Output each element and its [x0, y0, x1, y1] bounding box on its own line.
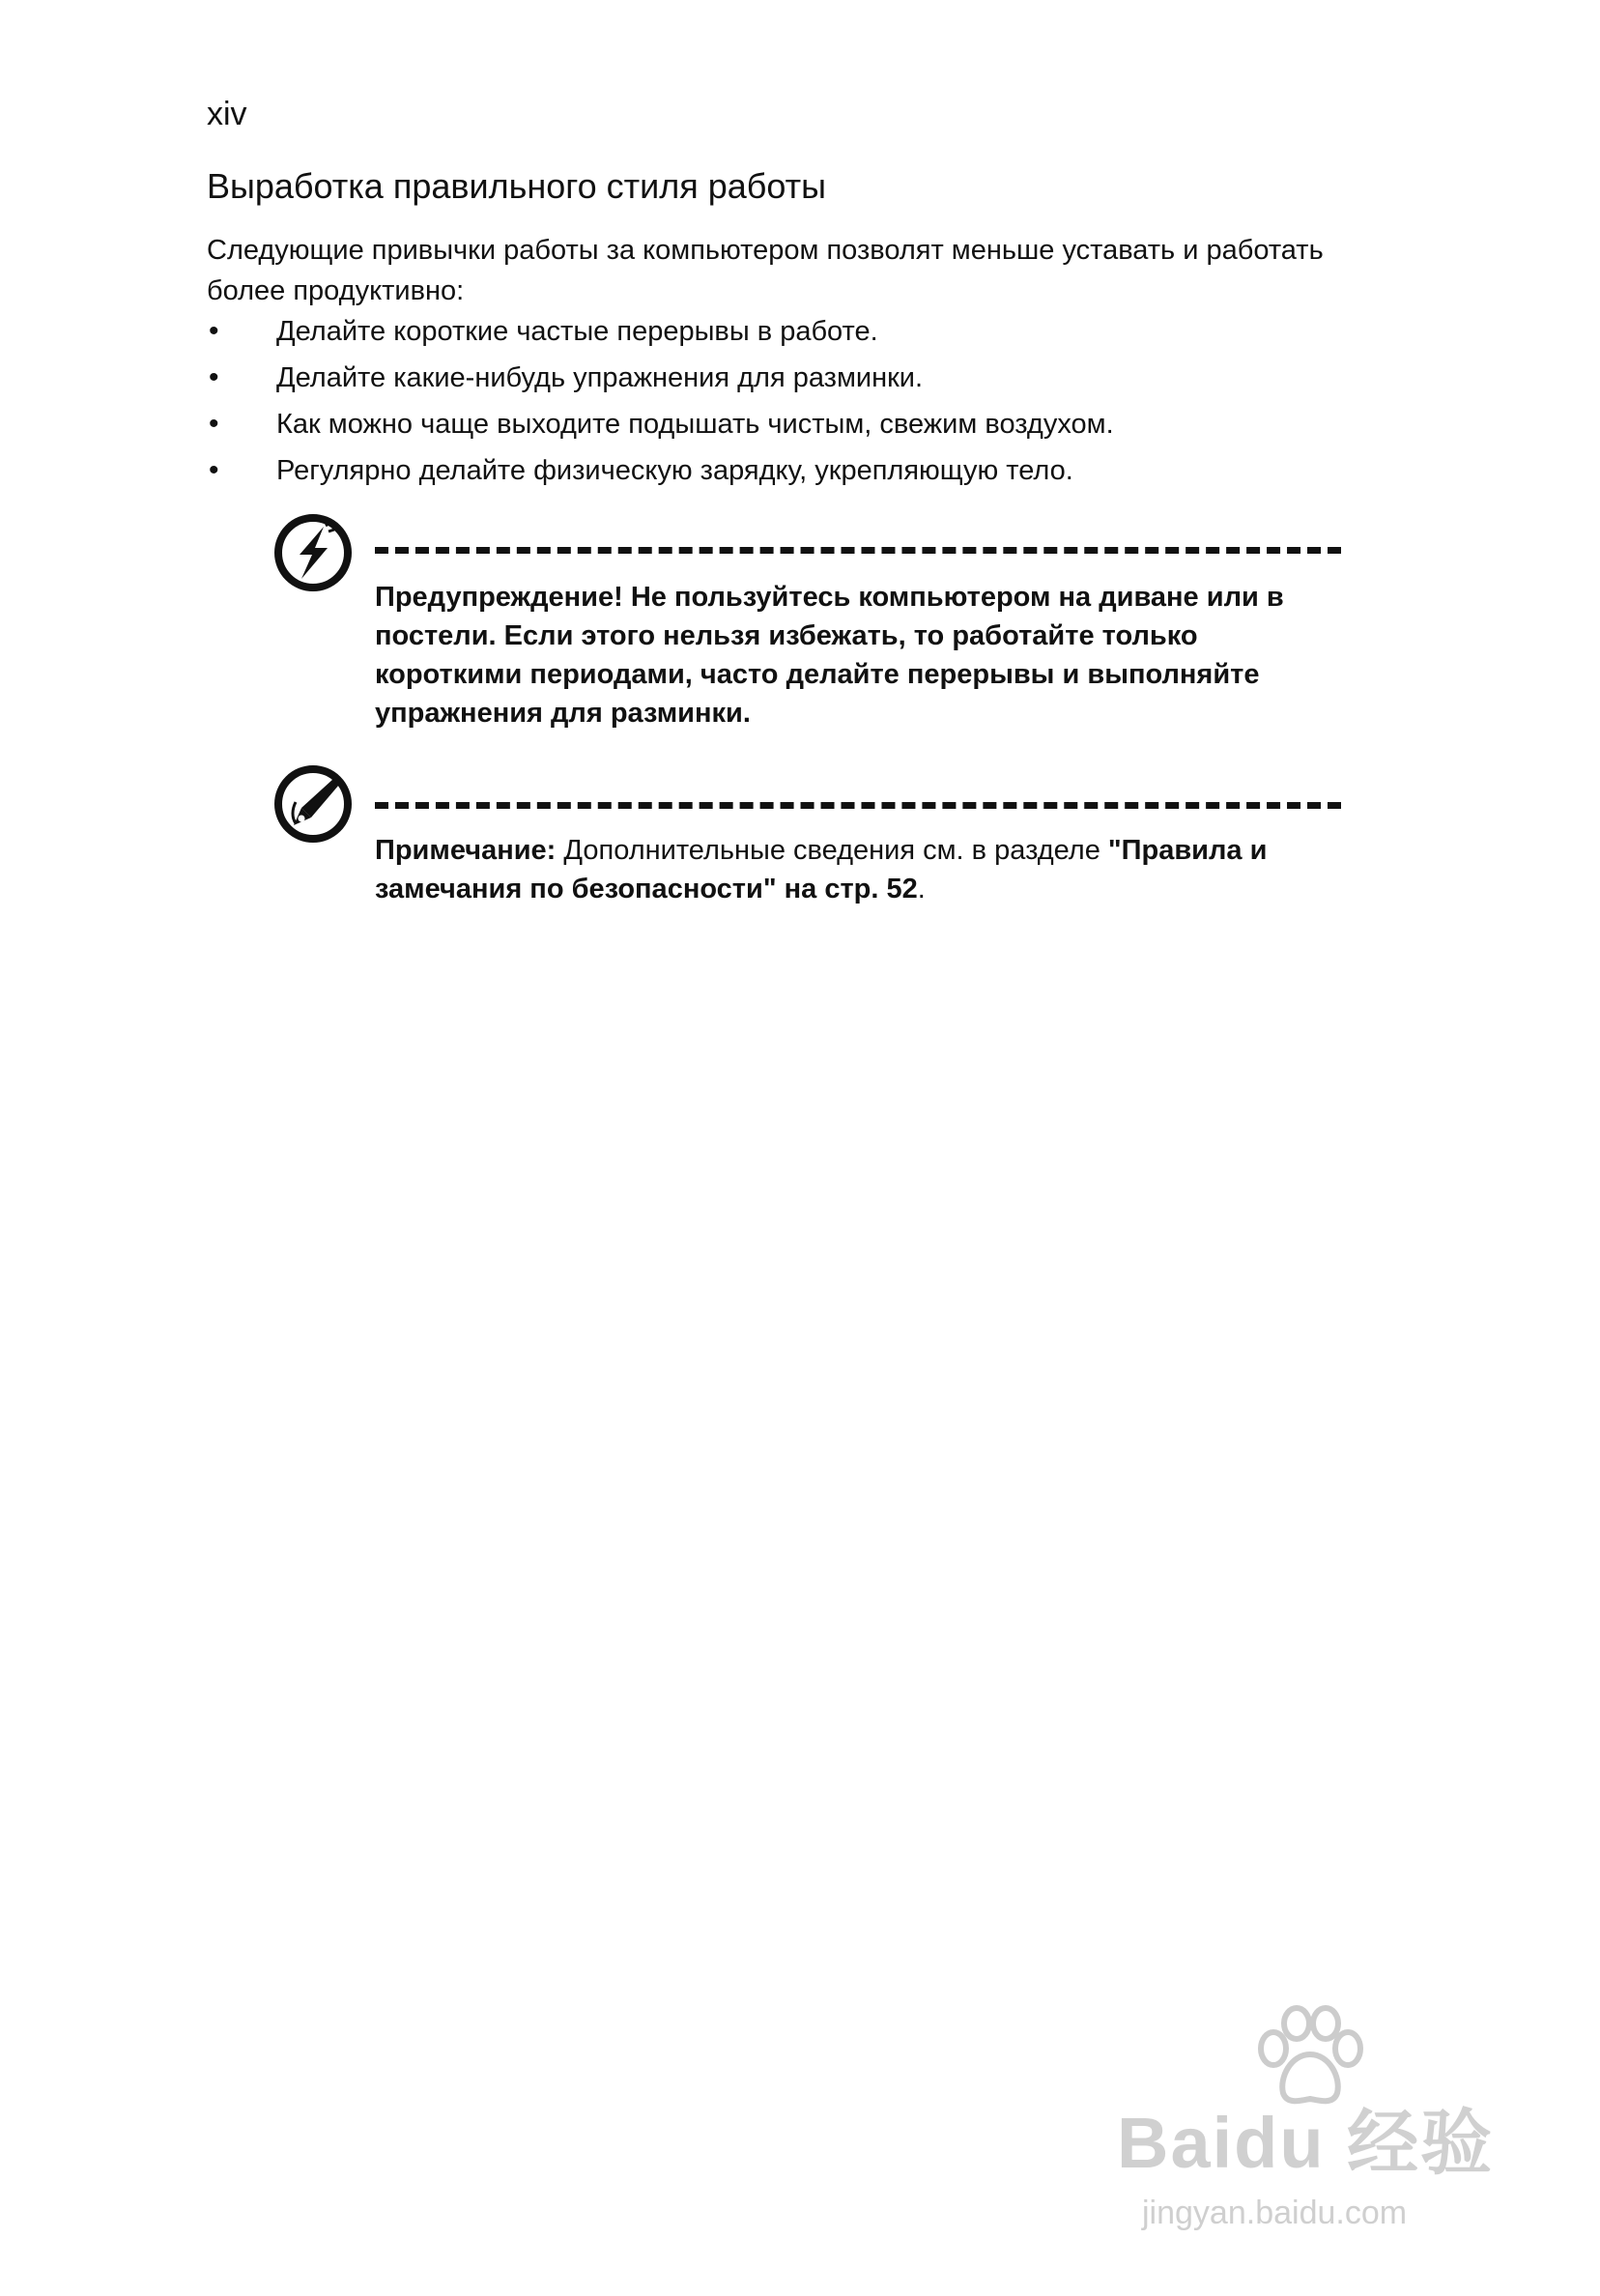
- bullet-marker: •: [209, 361, 219, 393]
- habits-list: [207, 311, 1114, 497]
- list-item-text: Делайте какие-нибудь упражнения для разминки.: [276, 362, 924, 393]
- note-reference: "Правила и замечания по безопасности" на стр. 52: [375, 835, 1268, 904]
- list-item-text: Делайте короткие частые перерывы в работе.: [276, 316, 878, 347]
- list-item-text: Как можно чаще выходите подышать чистым, свежим воздухом.: [276, 409, 1114, 440]
- list-item: [207, 404, 1114, 450]
- note-text: [375, 831, 1341, 908]
- intro-paragraph: Следующие привычки работы за компьютером позволят меньше уставать и работать более продуктивно:: [207, 235, 1324, 306]
- page-number: xiv: [207, 96, 247, 132]
- list-item: [207, 450, 1114, 497]
- note-label: Примечание:: [375, 835, 557, 866]
- bullet-marker: •: [209, 454, 219, 486]
- warning-divider: [375, 547, 1341, 554]
- note-divider: [375, 802, 1341, 809]
- section-title: Выработка правильного стиля работы: [207, 166, 826, 206]
- bullet-marker: •: [209, 315, 219, 347]
- baidu-watermark: [1117, 2004, 1503, 2246]
- note-body: Дополнительные сведения см. в разделе: [556, 835, 1108, 866]
- list-item-text: Регулярно делайте физическую зарядку, укрепляющую тело.: [276, 455, 1073, 486]
- note-end: .: [917, 874, 926, 904]
- paw-icon: [1252, 2004, 1368, 2110]
- list-item: [207, 311, 1114, 358]
- lightning-warning-icon: [272, 512, 354, 593]
- list-item: [207, 358, 1114, 404]
- watermark-url: jingyan.baidu.com: [1142, 2195, 1408, 2231]
- warning-text: Предупреждение! Не пользуйтесь компьютером на диване или в постели. Если этого нельзя избежать, то работайте только короткими периодами, часто делайте перерывы и выполняйте упражнения для разминки.: [375, 582, 1284, 729]
- bullet-marker: •: [209, 408, 219, 440]
- pen-note-icon: [272, 763, 354, 845]
- watermark-brand: Baidu 经验: [1117, 2103, 1495, 2183]
